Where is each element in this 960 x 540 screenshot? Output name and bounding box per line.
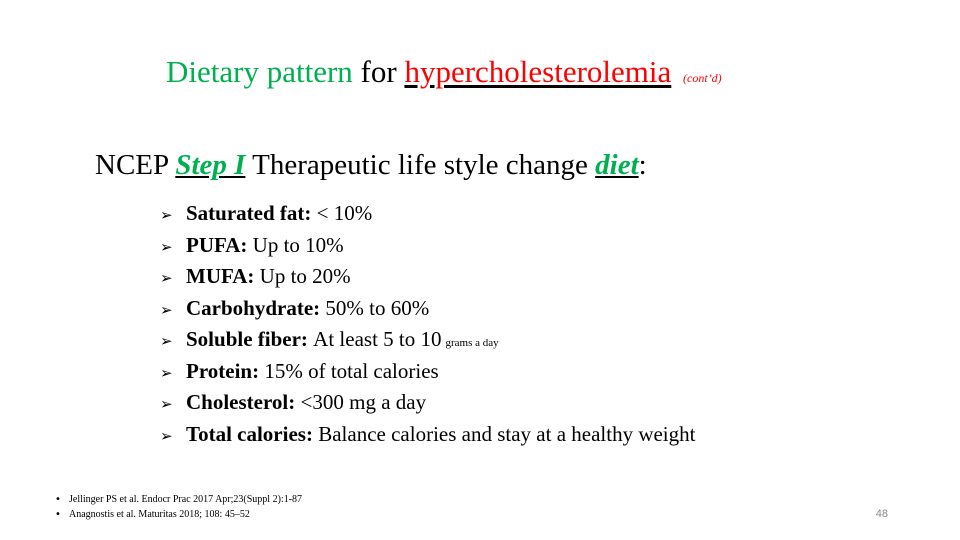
title-part-hypercholesterolemia: hypercholesterolemia xyxy=(404,54,672,89)
bullet-value: < 10% xyxy=(316,201,373,225)
bullet-label: MUFA: xyxy=(186,264,255,288)
bullet-value: At least 5 to 10 xyxy=(313,327,442,351)
bullet-label: Carbohydrate: xyxy=(186,295,321,320)
diet-bullet-item xyxy=(160,356,695,388)
arrowhead-bullet-icon: ➢ xyxy=(160,237,173,256)
slide-subtitle xyxy=(95,145,647,185)
arrowhead-bullet-icon: ➢ xyxy=(160,395,173,413)
reference-text: Anagnostis et al. Maturitas 2018; 108: 45–52 xyxy=(69,509,250,520)
subtitle-step: Step I xyxy=(175,149,246,181)
bullet-value: Up to 20% xyxy=(259,264,351,288)
diet-bullet-list xyxy=(160,198,695,450)
subtitle-prefix: NCEP xyxy=(95,149,169,181)
dot-bullet-icon: • xyxy=(55,494,61,505)
arrowhead-bullet-icon: ➢ xyxy=(160,363,173,382)
arrowhead-bullet-icon: ➢ xyxy=(160,206,173,224)
reference-text: Jellinger PS et al. Endocr Prac 2017 Apr;23(Suppl 2):1-87 xyxy=(69,494,303,505)
diet-bullet-item xyxy=(160,419,695,451)
bullet-value: Balance calories and stay at a healthy weight xyxy=(318,421,696,446)
title-part-dietary-pattern: Dietary pattern xyxy=(166,54,353,89)
diet-bullet-item xyxy=(160,261,695,293)
page-number: 48 xyxy=(875,508,888,520)
arrowhead-bullet-icon: ➢ xyxy=(160,269,173,287)
title-continued-note: (cont’d) xyxy=(683,71,722,85)
bullet-value: 50% to 60% xyxy=(325,295,430,320)
reference-item xyxy=(55,507,302,522)
bullet-label: Protein: xyxy=(186,358,260,383)
diet-bullet-item xyxy=(160,324,695,356)
bullet-value: 15% of total calories xyxy=(264,358,439,383)
bullet-value: Up to 10% xyxy=(252,232,344,257)
bullet-note: grams a day xyxy=(445,337,499,349)
arrowhead-bullet-icon: ➢ xyxy=(160,332,173,350)
bullet-label: Saturated fat: xyxy=(186,201,312,225)
bullet-label: Cholesterol: xyxy=(186,390,296,414)
subtitle-colon: : xyxy=(638,149,647,181)
arrowhead-bullet-icon: ➢ xyxy=(160,300,173,319)
diet-bullet-item xyxy=(160,293,695,325)
reference-list xyxy=(55,492,302,522)
diet-bullet-item xyxy=(160,387,695,419)
subtitle-middle: Therapeutic life style change xyxy=(252,149,588,181)
slide-title xyxy=(166,52,722,98)
title-part-for: for xyxy=(360,54,397,89)
bullet-label: PUFA: xyxy=(186,232,248,257)
reference-item xyxy=(55,492,302,507)
subtitle-diet: diet xyxy=(595,149,639,181)
bullet-value: <300 mg a day xyxy=(300,390,427,414)
dot-bullet-icon: • xyxy=(55,509,61,520)
diet-bullet-item xyxy=(160,198,695,230)
arrowhead-bullet-icon: ➢ xyxy=(160,426,173,445)
diet-bullet-item xyxy=(160,230,695,262)
bullet-label: Total calories: xyxy=(186,421,313,446)
bullet-label: Soluble fiber: xyxy=(186,327,308,351)
